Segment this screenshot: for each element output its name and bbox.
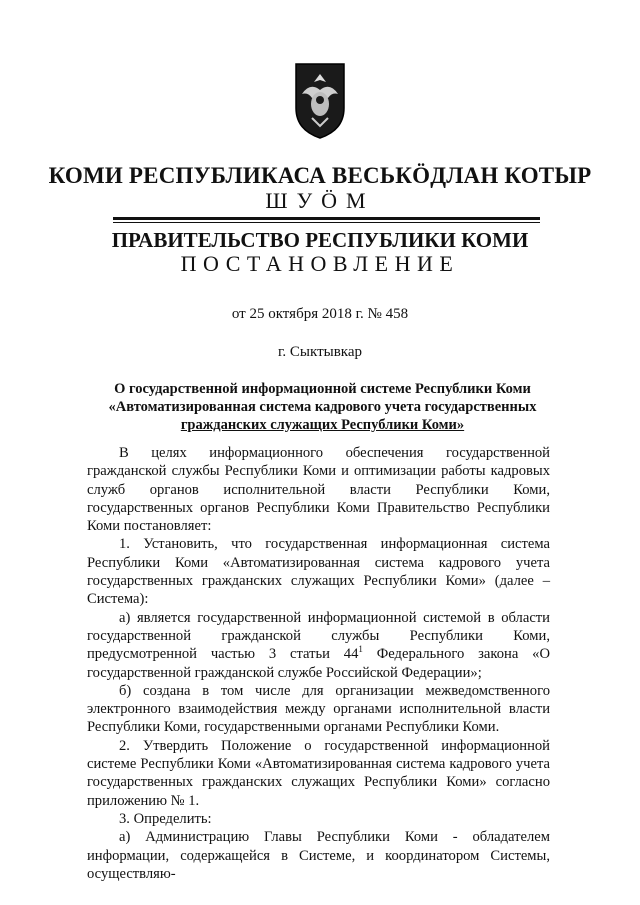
article-superscript: 1 [358, 644, 363, 655]
document-city: г. Сыктывкар [277, 344, 363, 360]
paragraph-item-2: 2. Утвердить Положение о государственной информационной системе Республики Коми «Автоматизированная система кадрового учета государственных гражданских служащих Республики Коми» согласно приложению № 1. [87, 737, 550, 809]
coat-of-arms-icon [290, 60, 350, 140]
paragraph-preamble: В целях информационного обеспечения государственной гражданской службы Республики Коми и оптимизации работы кадровых служб органов исполнительной власти Республики Коми, государственных органов Республики Коми Правительство Республики Коми постановляет: [87, 445, 550, 535]
title-line-2: «Автоматизированная система кадрового учета государственных [108, 399, 537, 415]
paragraph-item-1a [87, 609, 550, 682]
russian-government-name: ПРАВИТЕЛЬСТВО РЕСПУБЛИКИ КОМИ [111, 228, 529, 252]
document-date-number: от 25 октября 2018 г. № 458 [231, 306, 409, 322]
header-rule-thick [113, 217, 540, 220]
komi-doc-type: ШУӦМ [265, 188, 375, 213]
document-title [100, 380, 545, 434]
title-line-3: гражданских служащих Республики Коми» [180, 417, 465, 433]
paragraph-item-3a: а) Администрацию Главы Республики Коми - обладателем информации, содержащейся в Системе, и координатором Системы, осуществляю- [87, 829, 550, 882]
document-body [87, 444, 550, 883]
russian-doc-type: ПОСТАНОВЛЕНИЕ [180, 251, 460, 276]
header-rule-thin [113, 222, 540, 223]
paragraph-item-3: 3. Определить: [119, 810, 212, 827]
item-1a-text: а) является государственной информационной системой в области государственной гражданской службы Республики Коми, предусмотренной частью 3 статьи 44 [87, 609, 550, 663]
title-line-1: О государственной информационной системе Республики Коми [114, 381, 531, 397]
paragraph-item-1: 1. Установить, что государственная информационная система Республики Коми «Автоматизированная система кадрового учета государственных гражданских служащих Республики Коми» (далее – Система): [87, 536, 550, 608]
paragraph-item-1b: б) создана в том числе для организации межведомственного электронного взаимодействия между органами исполнительной власти Республики Коми, государственными органами Республики Коми. [87, 682, 550, 736]
komi-government-name: КОМИ РЕСПУБЛИКАСА ВЕСЬКӦДЛАН КОТЫР [48, 163, 592, 188]
item-1a-text-end: Федерального закона «О государственной гражданской службе Российской Федерации»; [87, 646, 550, 681]
